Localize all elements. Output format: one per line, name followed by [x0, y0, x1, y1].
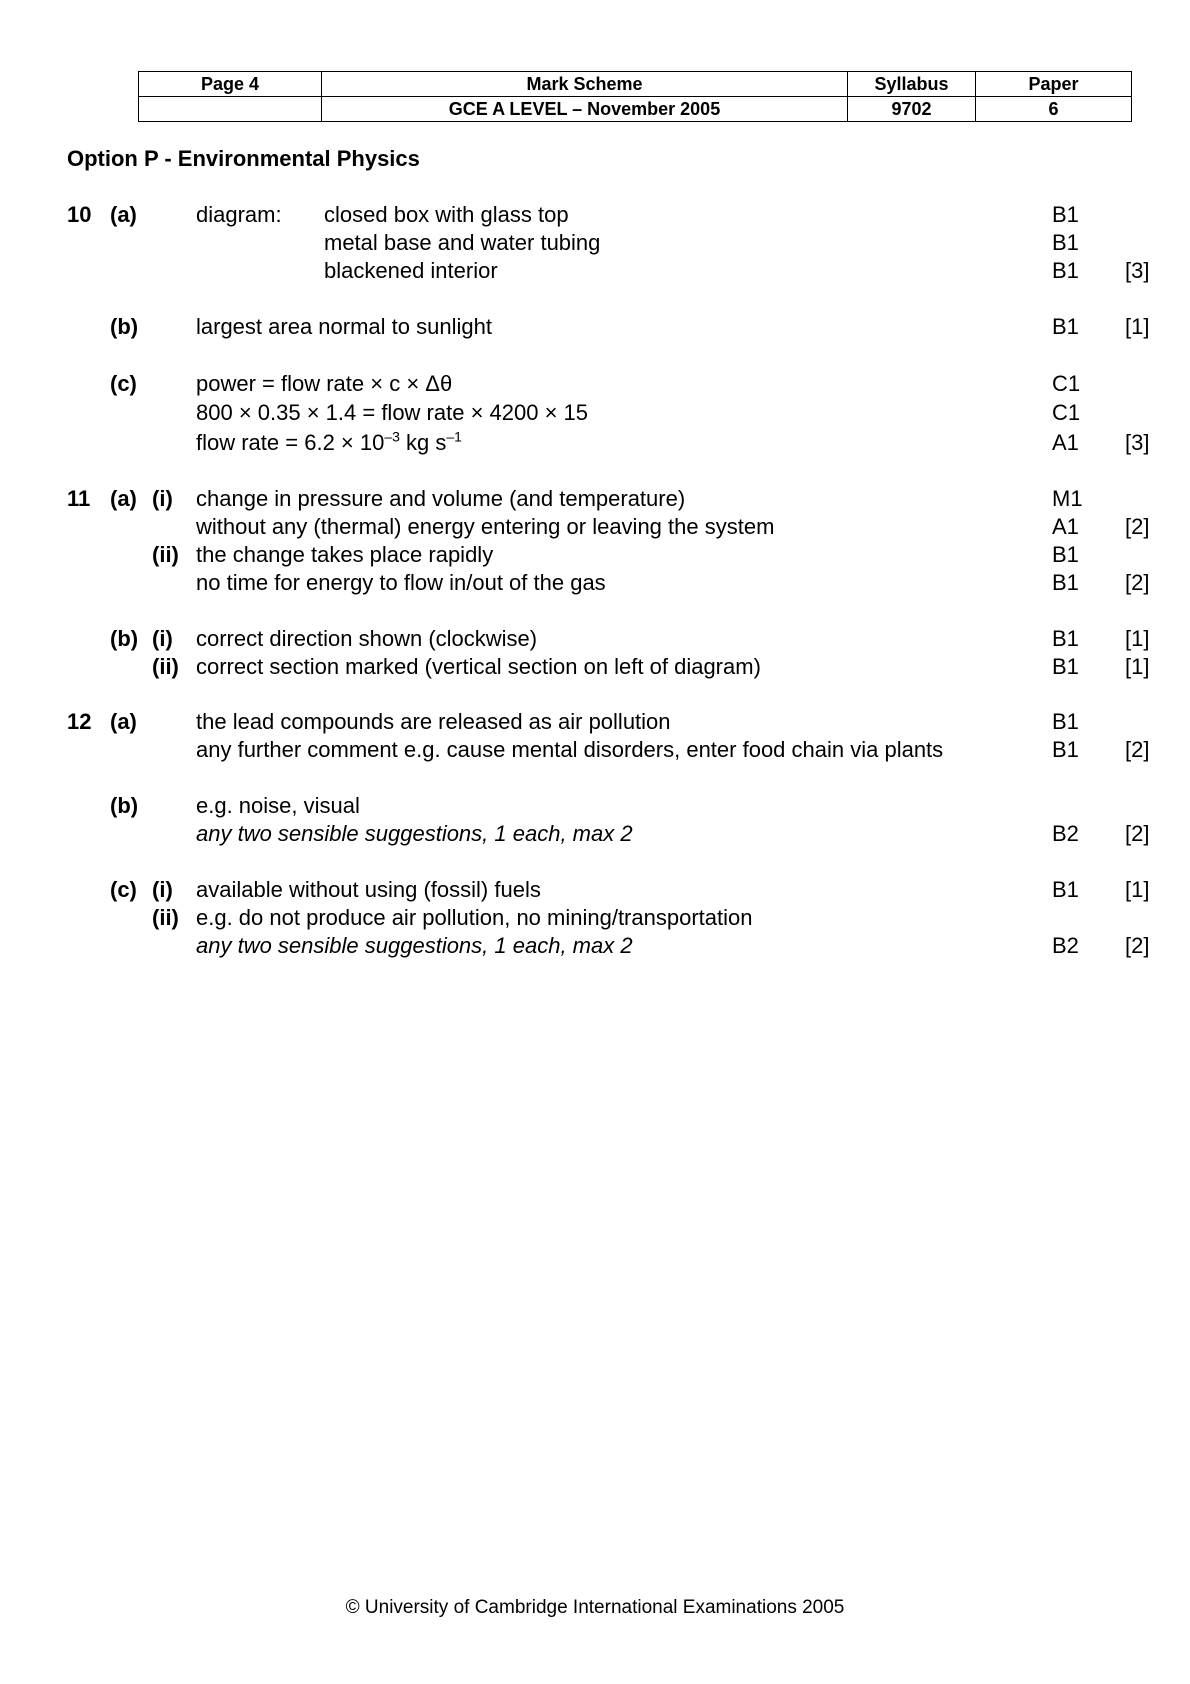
q11-b-i-label: (i)	[152, 626, 173, 651]
q10-c-line3-exp: –3	[384, 428, 400, 445]
header-page: Page 4	[139, 72, 322, 97]
q10-b-label: (b)	[110, 314, 139, 339]
header-empty-cell	[139, 97, 322, 122]
q11-b-ii-total: [1]	[1125, 654, 1150, 679]
q10-c-line3-unit: kg s	[399, 430, 447, 455]
q12-b-label: (b)	[110, 793, 139, 818]
q11-a-i-label: (i)	[152, 486, 173, 511]
q12-c-ii-label: (ii)	[152, 905, 179, 930]
q10-c-mark2: C1	[1052, 400, 1081, 425]
header-syllabus: 9702	[848, 97, 976, 122]
q11-a-ii-line2: no time for energy to flow in/out of the gas	[196, 570, 606, 595]
q10-c-mark1: C1	[1052, 371, 1081, 396]
q10-c-line2: 800 × 0.35 × 1.4 = flow rate × 4200 × 15	[196, 400, 589, 425]
q11-a-ii-line1: the change takes place rapidly	[196, 542, 494, 567]
q11-a-i-line2: without any (thermal) energy entering or leaving the system	[196, 514, 775, 539]
q11-b-label: (b)	[110, 626, 139, 651]
q12-b-total: [2]	[1125, 821, 1150, 846]
header-paper-label: Paper	[976, 72, 1132, 97]
q11-a-label: (a)	[110, 486, 137, 511]
header-table	[138, 71, 1132, 122]
q12-a-label: (a)	[110, 709, 137, 734]
q11-b-i-total: [1]	[1125, 626, 1150, 651]
q11-b-ii-mark: B1	[1052, 654, 1079, 679]
q12-c-ii-mark2: B2	[1052, 933, 1079, 958]
q12-a-total: [2]	[1125, 737, 1150, 762]
footer-copyright: © University of Cambridge International Examinations 2005	[345, 1597, 845, 1618]
q10-c-line3	[196, 430, 462, 456]
q11-a-ii-mark2: B1	[1052, 570, 1079, 595]
q12-a-line1: the lead compounds are released as air pollution	[196, 709, 671, 734]
q11-number: 11	[67, 486, 91, 511]
q12-a-mark2: B1	[1052, 737, 1079, 762]
q12-c-i-total: [1]	[1125, 877, 1150, 902]
q10-c-label: (c)	[110, 371, 137, 396]
q10-a-total: [3]	[1125, 258, 1150, 283]
q12-b-line2: any two sensible suggestions, 1 each, max 2	[196, 821, 633, 846]
q12-c-ii-line1: e.g. do not produce air pollution, no mining/transportation	[196, 905, 753, 930]
q12-c-label: (c)	[110, 877, 137, 902]
q12-c-i-mark: B1	[1052, 877, 1079, 902]
q10-a-lead: diagram:	[196, 202, 282, 227]
q10-c-mark3: A1	[1052, 430, 1079, 455]
q11-b-ii-label: (ii)	[152, 654, 179, 679]
header-syllabus-label: Syllabus	[848, 72, 976, 97]
q10-a-line1: closed box with glass top	[324, 202, 569, 227]
q12-b-line1: e.g. noise, visual	[196, 793, 360, 818]
q10-a-line3: blackened interior	[324, 258, 498, 283]
q11-a-i-total: [2]	[1125, 514, 1150, 539]
q11-b-i-mark: B1	[1052, 626, 1079, 651]
q12-a-line2: any further comment e.g. cause mental disorders, enter food chain via plants	[196, 737, 944, 762]
q11-a-ii-total: [2]	[1125, 570, 1150, 595]
q10-c-total: [3]	[1125, 430, 1150, 455]
header-exam: GCE A LEVEL – November 2005	[322, 97, 848, 122]
q11-b-ii-line: correct section marked (vertical section on left of diagram)	[196, 654, 761, 679]
q10-c-line3-exp2: –1	[446, 428, 462, 445]
q12-c-i-label: (i)	[152, 877, 173, 902]
q12-b-mark2: B2	[1052, 821, 1079, 846]
q10-b-total: [1]	[1125, 314, 1150, 339]
q11-a-ii-label: (ii)	[152, 542, 179, 567]
q11-b-i-line: correct direction shown (clockwise)	[196, 626, 538, 651]
q12-c-i-line: available without using (fossil) fuels	[196, 877, 541, 902]
q10-b-mark1: B1	[1052, 314, 1079, 339]
q11-a-i-mark1: M1	[1052, 486, 1083, 511]
q11-a-ii-mark1: B1	[1052, 542, 1079, 567]
q10-number: 10	[67, 202, 92, 227]
q12-a-mark1: B1	[1052, 709, 1079, 734]
q10-a-mark3: B1	[1052, 258, 1079, 283]
q10-a-line2: metal base and water tubing	[324, 230, 601, 255]
q12-c-ii-total: [2]	[1125, 933, 1150, 958]
q10-a-mark1: B1	[1052, 202, 1079, 227]
q10-c-line1: power = flow rate × c × Δθ	[196, 371, 453, 396]
q10-a-label: (a)	[110, 202, 137, 227]
option-title: Option P - Environmental Physics	[67, 146, 420, 171]
q10-c-line3-pre: flow rate = 6.2 × 10	[196, 430, 385, 455]
q11-a-i-line1: change in pressure and volume (and temperature)	[196, 486, 686, 511]
q10-a-mark2: B1	[1052, 230, 1079, 255]
header-paper: 6	[976, 97, 1132, 122]
q10-b-line1: largest area normal to sunlight	[196, 314, 492, 339]
header-mark-scheme: Mark Scheme	[322, 72, 848, 97]
q12-number: 12	[67, 709, 92, 734]
q11-a-i-mark2: A1	[1052, 514, 1079, 539]
q12-c-ii-line2: any two sensible suggestions, 1 each, max 2	[196, 933, 633, 958]
